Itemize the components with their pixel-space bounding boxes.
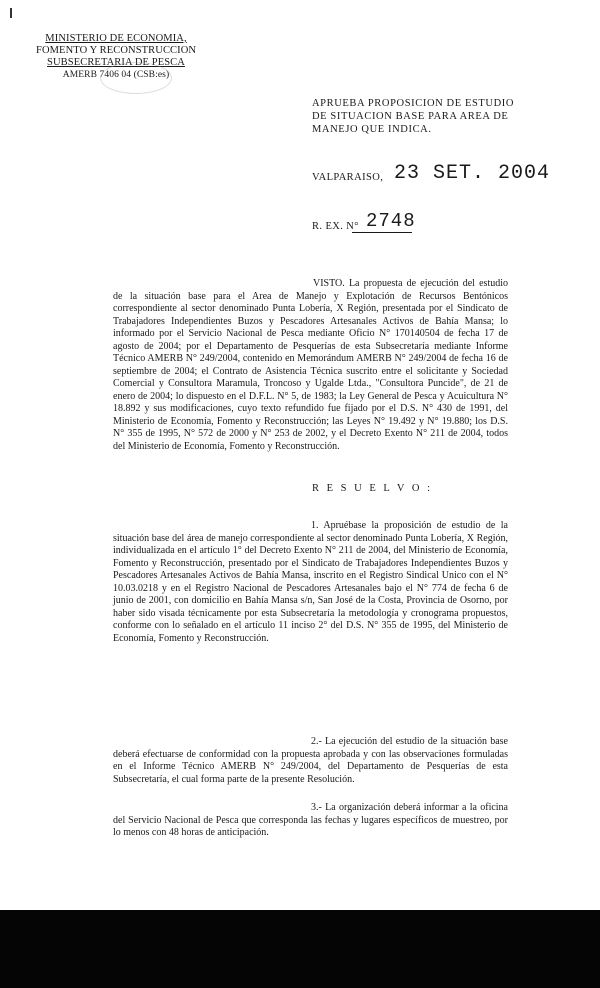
number-underline — [352, 232, 412, 233]
scan-border — [0, 910, 600, 988]
resolution-number: 2748 — [366, 210, 416, 232]
ministry-name: MINISTERIO DE ECONOMIA, — [45, 33, 187, 44]
article-text: 2.- La ejecución del estudio de la situación base deberá efectuarse de conformidad con la propuesta aprobada y con las observaciones formuladas en el Informe Técnico AMERB N° 249/2004, del Departamento de Pesquerías de esta Subsecretaría, el cual forma parte de la presente Resolución. — [113, 736, 508, 785]
date-stamp: 23 SET. 2004 — [394, 162, 551, 185]
resolution-number-label: R. EX. N° — [312, 221, 359, 232]
ministry-subtitle: FOMENTO Y RECONSTRUCCION — [36, 45, 197, 56]
article-3 — [113, 802, 508, 840]
place-label: VALPARAISO, — [312, 172, 384, 183]
visto-text: La propuesta de ejecución del estudio de la situación base para el Area de Manejo y Explotación de Recursos Bentónicos correspondiente al sector denominado Punta Lobería, X Región, presentada por el Sindicato de Trabajadores Independientes Buzos y Pescadores Artesanales Activos de Bahía Mansa; lo informado por el Servicio Nacional de Pesca mediante Oficio N° 170140504 de fecha 17 de agosto de 2004; por el Departamento de Pesquerías de esta Subsecretaría mediante Informe Técnico AMERB N° 249/2004, contenido en Memorándum AMERB N° 249/2004 de fecha 16 de septiembre de 2004; el Contrato de Asistencia Técnica suscrito entre el solicitante y Sociedad Comercial y Consultora Maramula, Troncoso y Ugalde Ltda., "Consultora Puncide", de 21 de enero de 2004; lo dispuesto en el D.F.L. N° 5, de 1983; la Ley General de Pesca y Acuicultura N° 18.892 y sus modificaciones, cuyo texto refundido fue fijado por el D.S. N° 430 de 1991, del Ministerio de Economía, Fomento y Reconstrucción; las Leyes N° 19.492 y N° 19.880; los D.S. N° 355 de 1995, N° 572 de 2000 y N° 253 de 2002, y el Decreto Exento N° 211 de 2004, todos del Ministerio de Economía, Fomento y Reconstrucción. — [113, 278, 509, 452]
resuelvo-heading: R E S U E L V O : — [312, 483, 433, 494]
subsecretaria-name: SUBSECRETARIA DE PESCA — [47, 57, 185, 68]
visto-paragraph — [113, 278, 508, 453]
scan-mark — [10, 8, 12, 18]
subject-line: MANEJO QUE INDICA. — [312, 124, 432, 135]
article-text: 1. Apruébase la proposición de estudio de la situación base del área de manejo correspondiente al sector denominado Punta Lobería, X Región, individualizada en el artículo 1° del Decreto Exento N° 211 de 2004, del Ministerio de Economía, Fomento y Reconstrucción, presentado por el Sindicato de Trabajadores Independientes Buzos y Pescadores Artesanales Activos de Bahía Mansa, inscrito en el Registro Sindical Unico con el N° 10.03.0218 y en el Registro Nacional de Pescadores Artesanales bajo el N° 774 de fecha 6 de junio de 2001, con domicilio en Bahía Mansa s/n, San José de la Costa, Provincia de Osorno, por haber sido visada técnicamente por esta Subsecretaría la metodología y cronograma propuestos, conforme con lo señalado en el artículo 11 inciso 2° del D.S. N° 355 de 1995, del Ministerio de Economía, Fomento y Reconstrucción. — [113, 520, 508, 644]
stamp-mark — [100, 62, 172, 94]
subject-line: DE SITUACION BASE PARA AREA DE — [312, 111, 509, 122]
resolution-subject — [312, 97, 522, 136]
article-1 — [113, 520, 508, 645]
visto-lead: VISTO. — [313, 278, 345, 289]
subject-line: APRUEBA PROPOSICION DE ESTUDIO — [312, 98, 515, 109]
article-text: 3.- La organización deberá informar a la oficina del Servicio Nacional de Pesca que corresponda las fechas y lugares específicos de muestreo, por lo menos con 48 horas de anticipación. — [113, 802, 508, 838]
article-2 — [113, 736, 508, 786]
reference-code: AMERB 7406 04 (CSB:es) — [62, 70, 170, 80]
